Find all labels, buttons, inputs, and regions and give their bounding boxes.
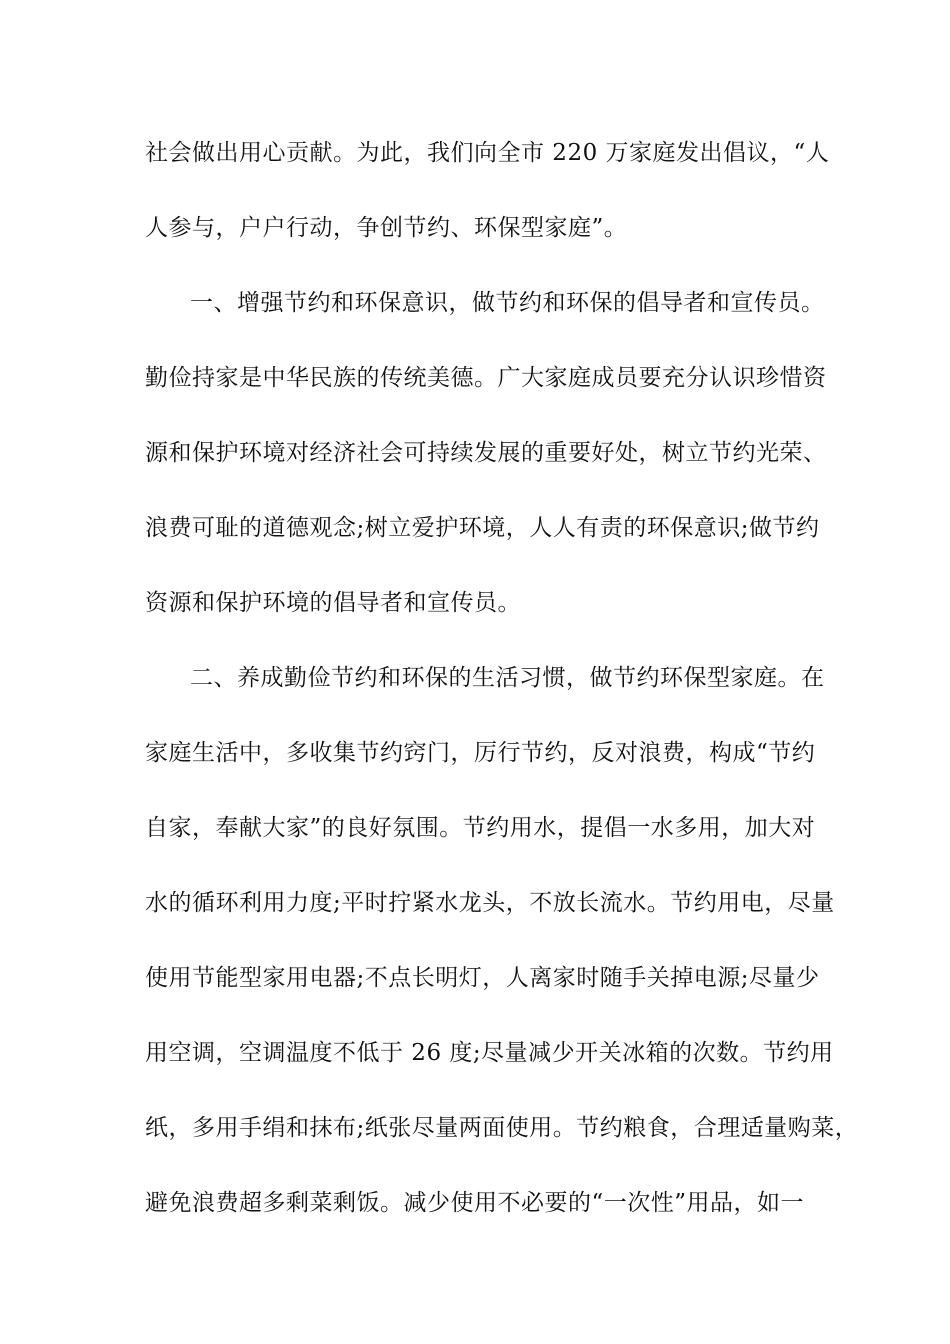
paragraph-heading-1: 一、增强节约和环保意识，做节约和环保的倡导者和宣传员。 bbox=[190, 290, 825, 316]
text-line: 源和保护环境对经济社会可持续发展的重要好处，树立节约光荣、 bbox=[145, 440, 827, 466]
text-line: 社会做出用心贡献。为此，我们向全市 220 万家庭发出倡议，“人 bbox=[145, 140, 830, 166]
text-line: 资源和保护环境的倡导者和宣传员。 bbox=[145, 590, 521, 616]
text-line: 避免浪费超多剩菜剩饭。减少使用不必要的“一次性”用品，如一 bbox=[145, 1190, 805, 1216]
paragraph-heading-2: 二、养成勤俭节约和环保的生活习惯，做节约环保型家庭。在 bbox=[190, 665, 825, 691]
text-line: 浪费可耻的道德观念;树立爱护环境，人人有责的环保意识;做节约 bbox=[145, 515, 820, 541]
text-line: 自家，奉献大家”的良好氛围。节约用水，提倡一水多用，加大对 bbox=[145, 815, 816, 841]
text-line: 勤俭持家是中华民族的传统美德。广大家庭成员要充分认识珍惜资 bbox=[145, 365, 827, 391]
text-line: 家庭生活中，多收集节约窍门，厉行节约，反对浪费，构成“节约 bbox=[145, 740, 816, 766]
text-line: 使用节能型家用电器;不点长明灯，人离家时随手关掉电源;尽量少 bbox=[145, 965, 820, 991]
text-line: 纸，多用手绢和抹布;纸张尽量两面使用。节约粮食，合理适量购菜， bbox=[145, 1115, 859, 1141]
text-line: 人参与，户户行动，争创节约、环保型家庭”。 bbox=[145, 215, 628, 241]
text-line: 用空调，空调温度不低于 26 度;尽量减少开关冰箱的次数。节约用 bbox=[145, 1040, 834, 1066]
text-line: 水的循环利用力度;平时拧紧水龙头，不放长流水。节约用电，尽量 bbox=[145, 890, 835, 916]
